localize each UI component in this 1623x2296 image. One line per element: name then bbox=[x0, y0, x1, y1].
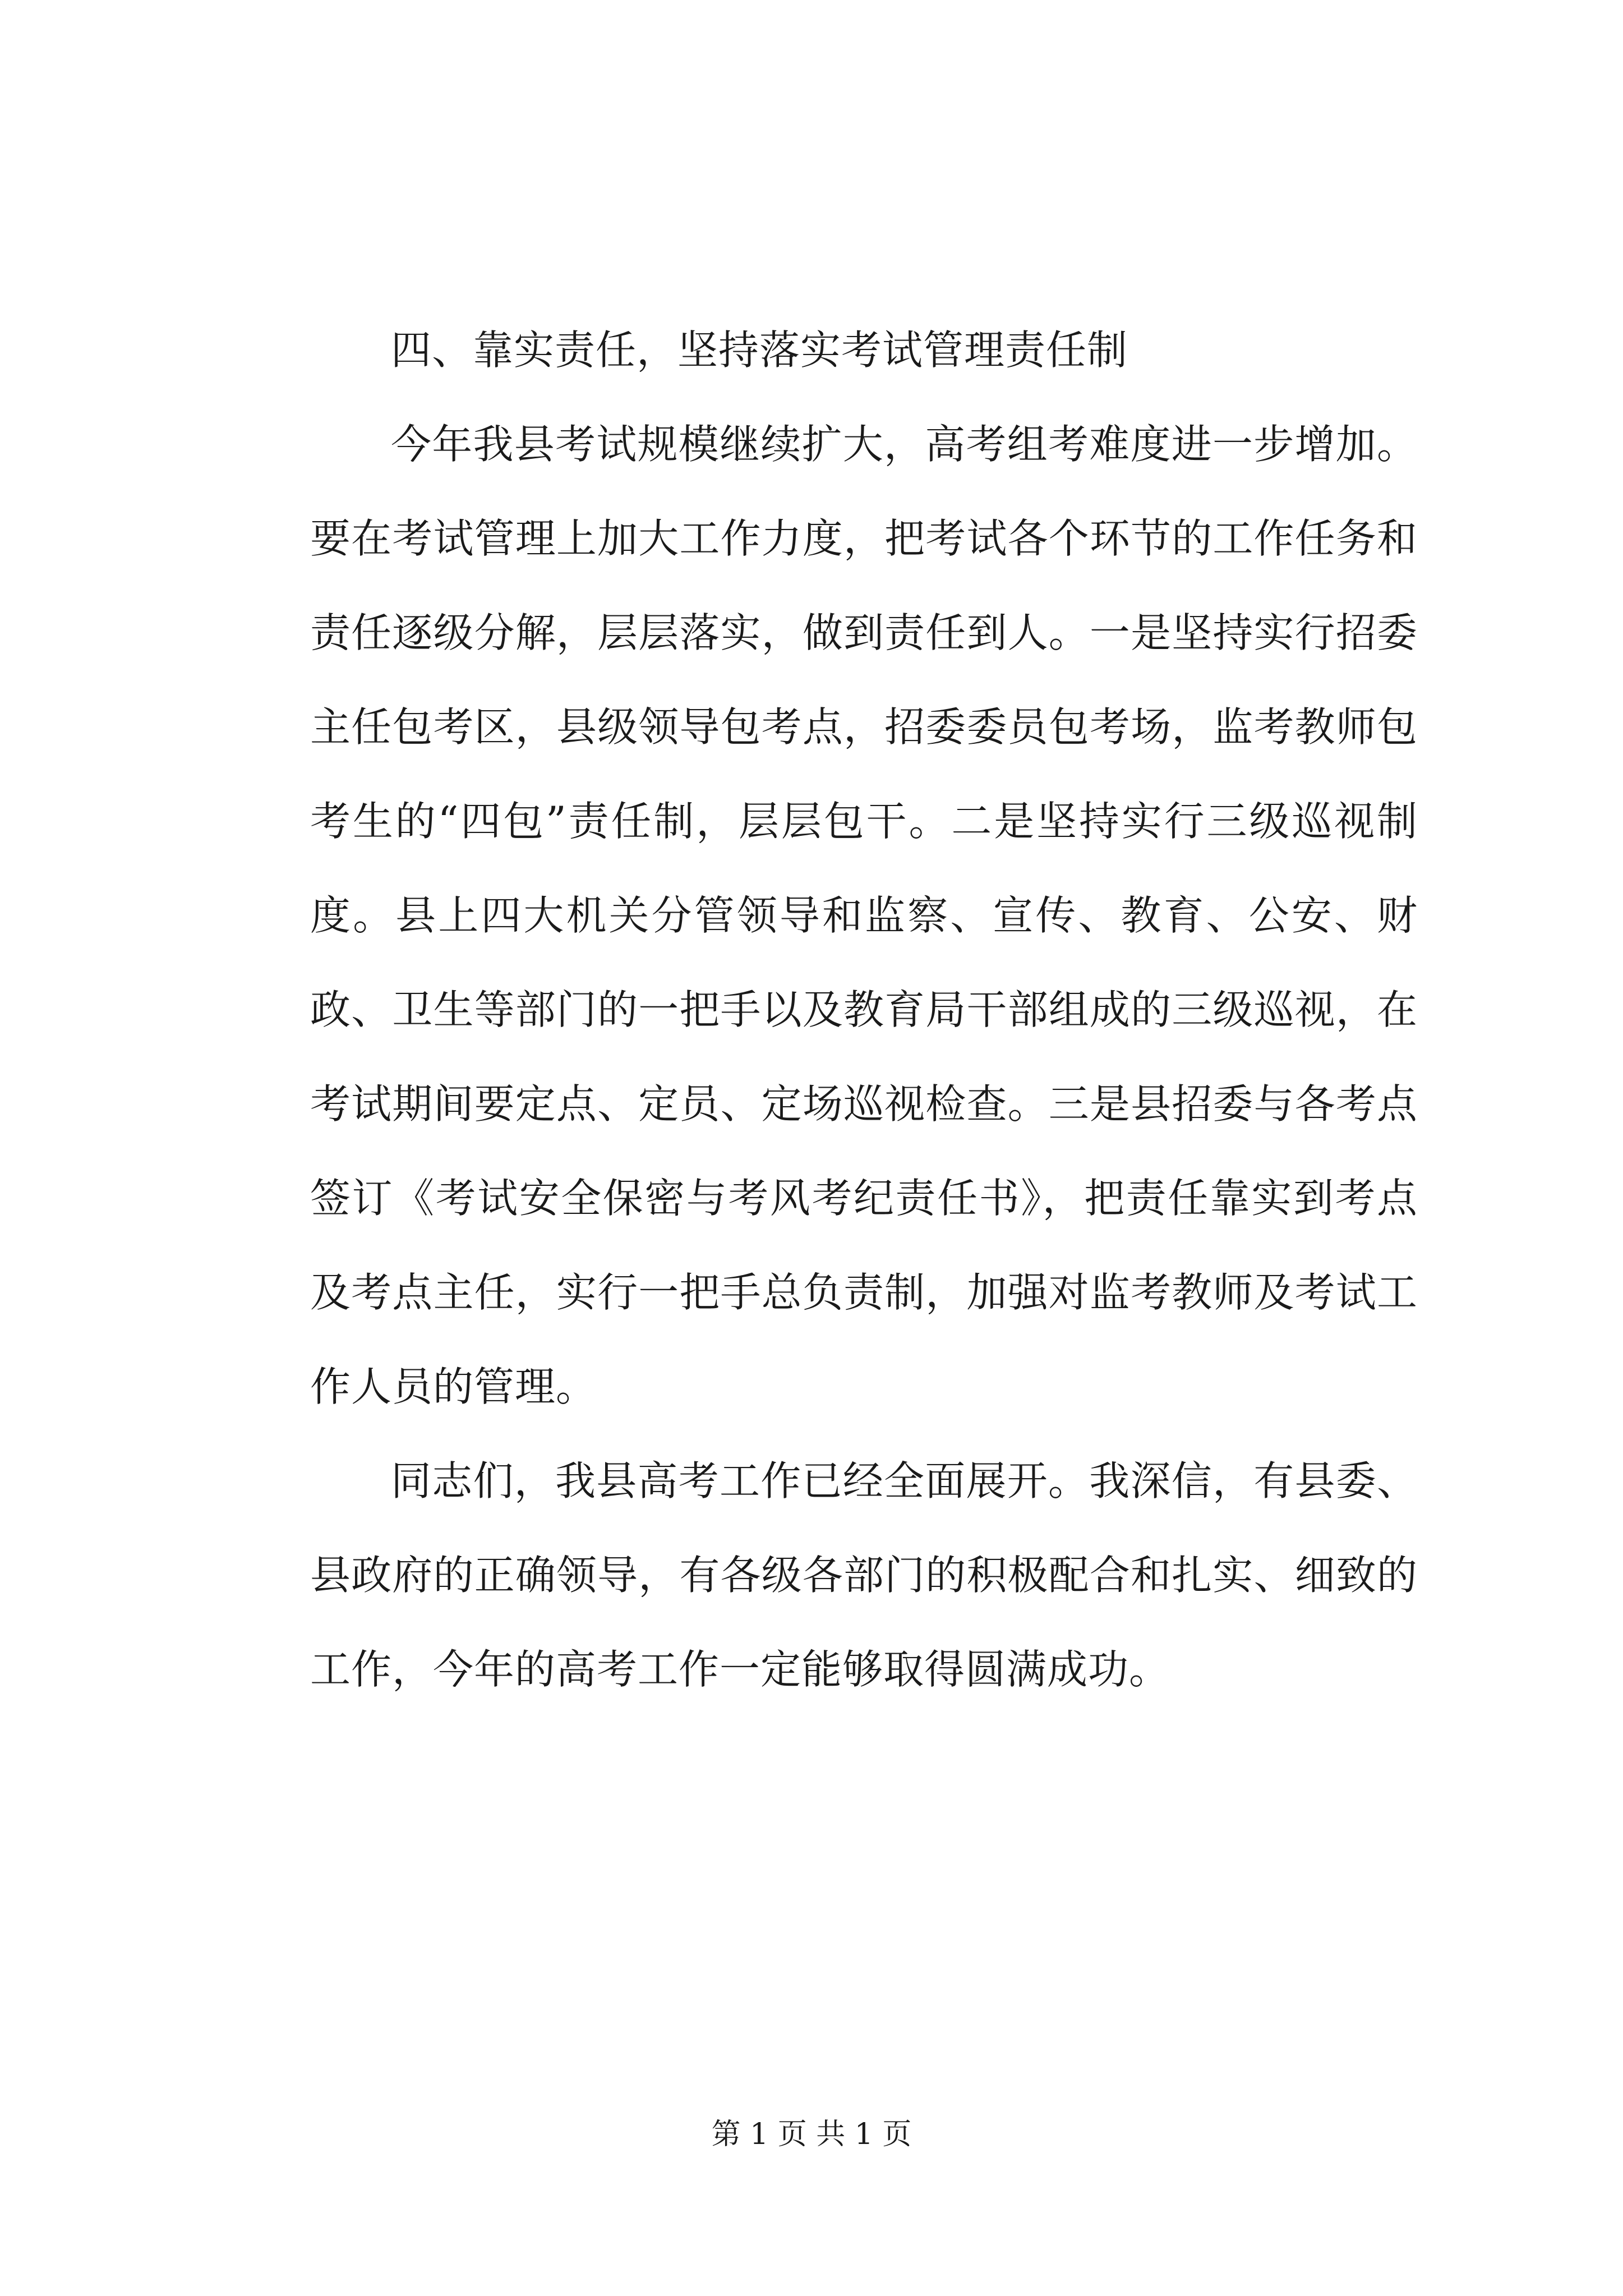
page-footer: 第 1 页 共 1 页 bbox=[711, 2118, 912, 2151]
document-body bbox=[310, 303, 1418, 1717]
body-paragraph: 同志们，我县高考工作已经全面展开。我深信，有县委、县政府的正确领导，有各级各部门的积极配合和扎实、细致的工作，今年的高考工作一定能够取得圆满成功。 bbox=[310, 1457, 1418, 1693]
body-paragraph: 今年我县考试规模继续扩大，高考组考难度进一步增加。要在考试管理上加大工作力度，把考试各个环节的工作任务和责任逐级分解，层层落实，做到责任到人。一是坚持实行招委主任包考区，县级领导包考点，招委委员包考场，监考教师包考生的“四包”责任制，层层包干。二是坚持实行三级巡视制度。县上四大机关分管领导和监察、宣传、教育、公安、财政、卫生等部门的一把手以及教育局干部组成的三级巡视，在考试期间要定点、定员、定场巡视检查。三是县招委与各考点签订《考试安全保密与考风考纪责任书》，把责任靠实到考点及考点主任，实行一把手总负责制，加强对监考教师及考试工作人员的管理。 bbox=[310, 421, 1418, 1410]
section-heading: 四、靠实责任，坚持落实考试管理责任制 bbox=[391, 326, 1128, 374]
